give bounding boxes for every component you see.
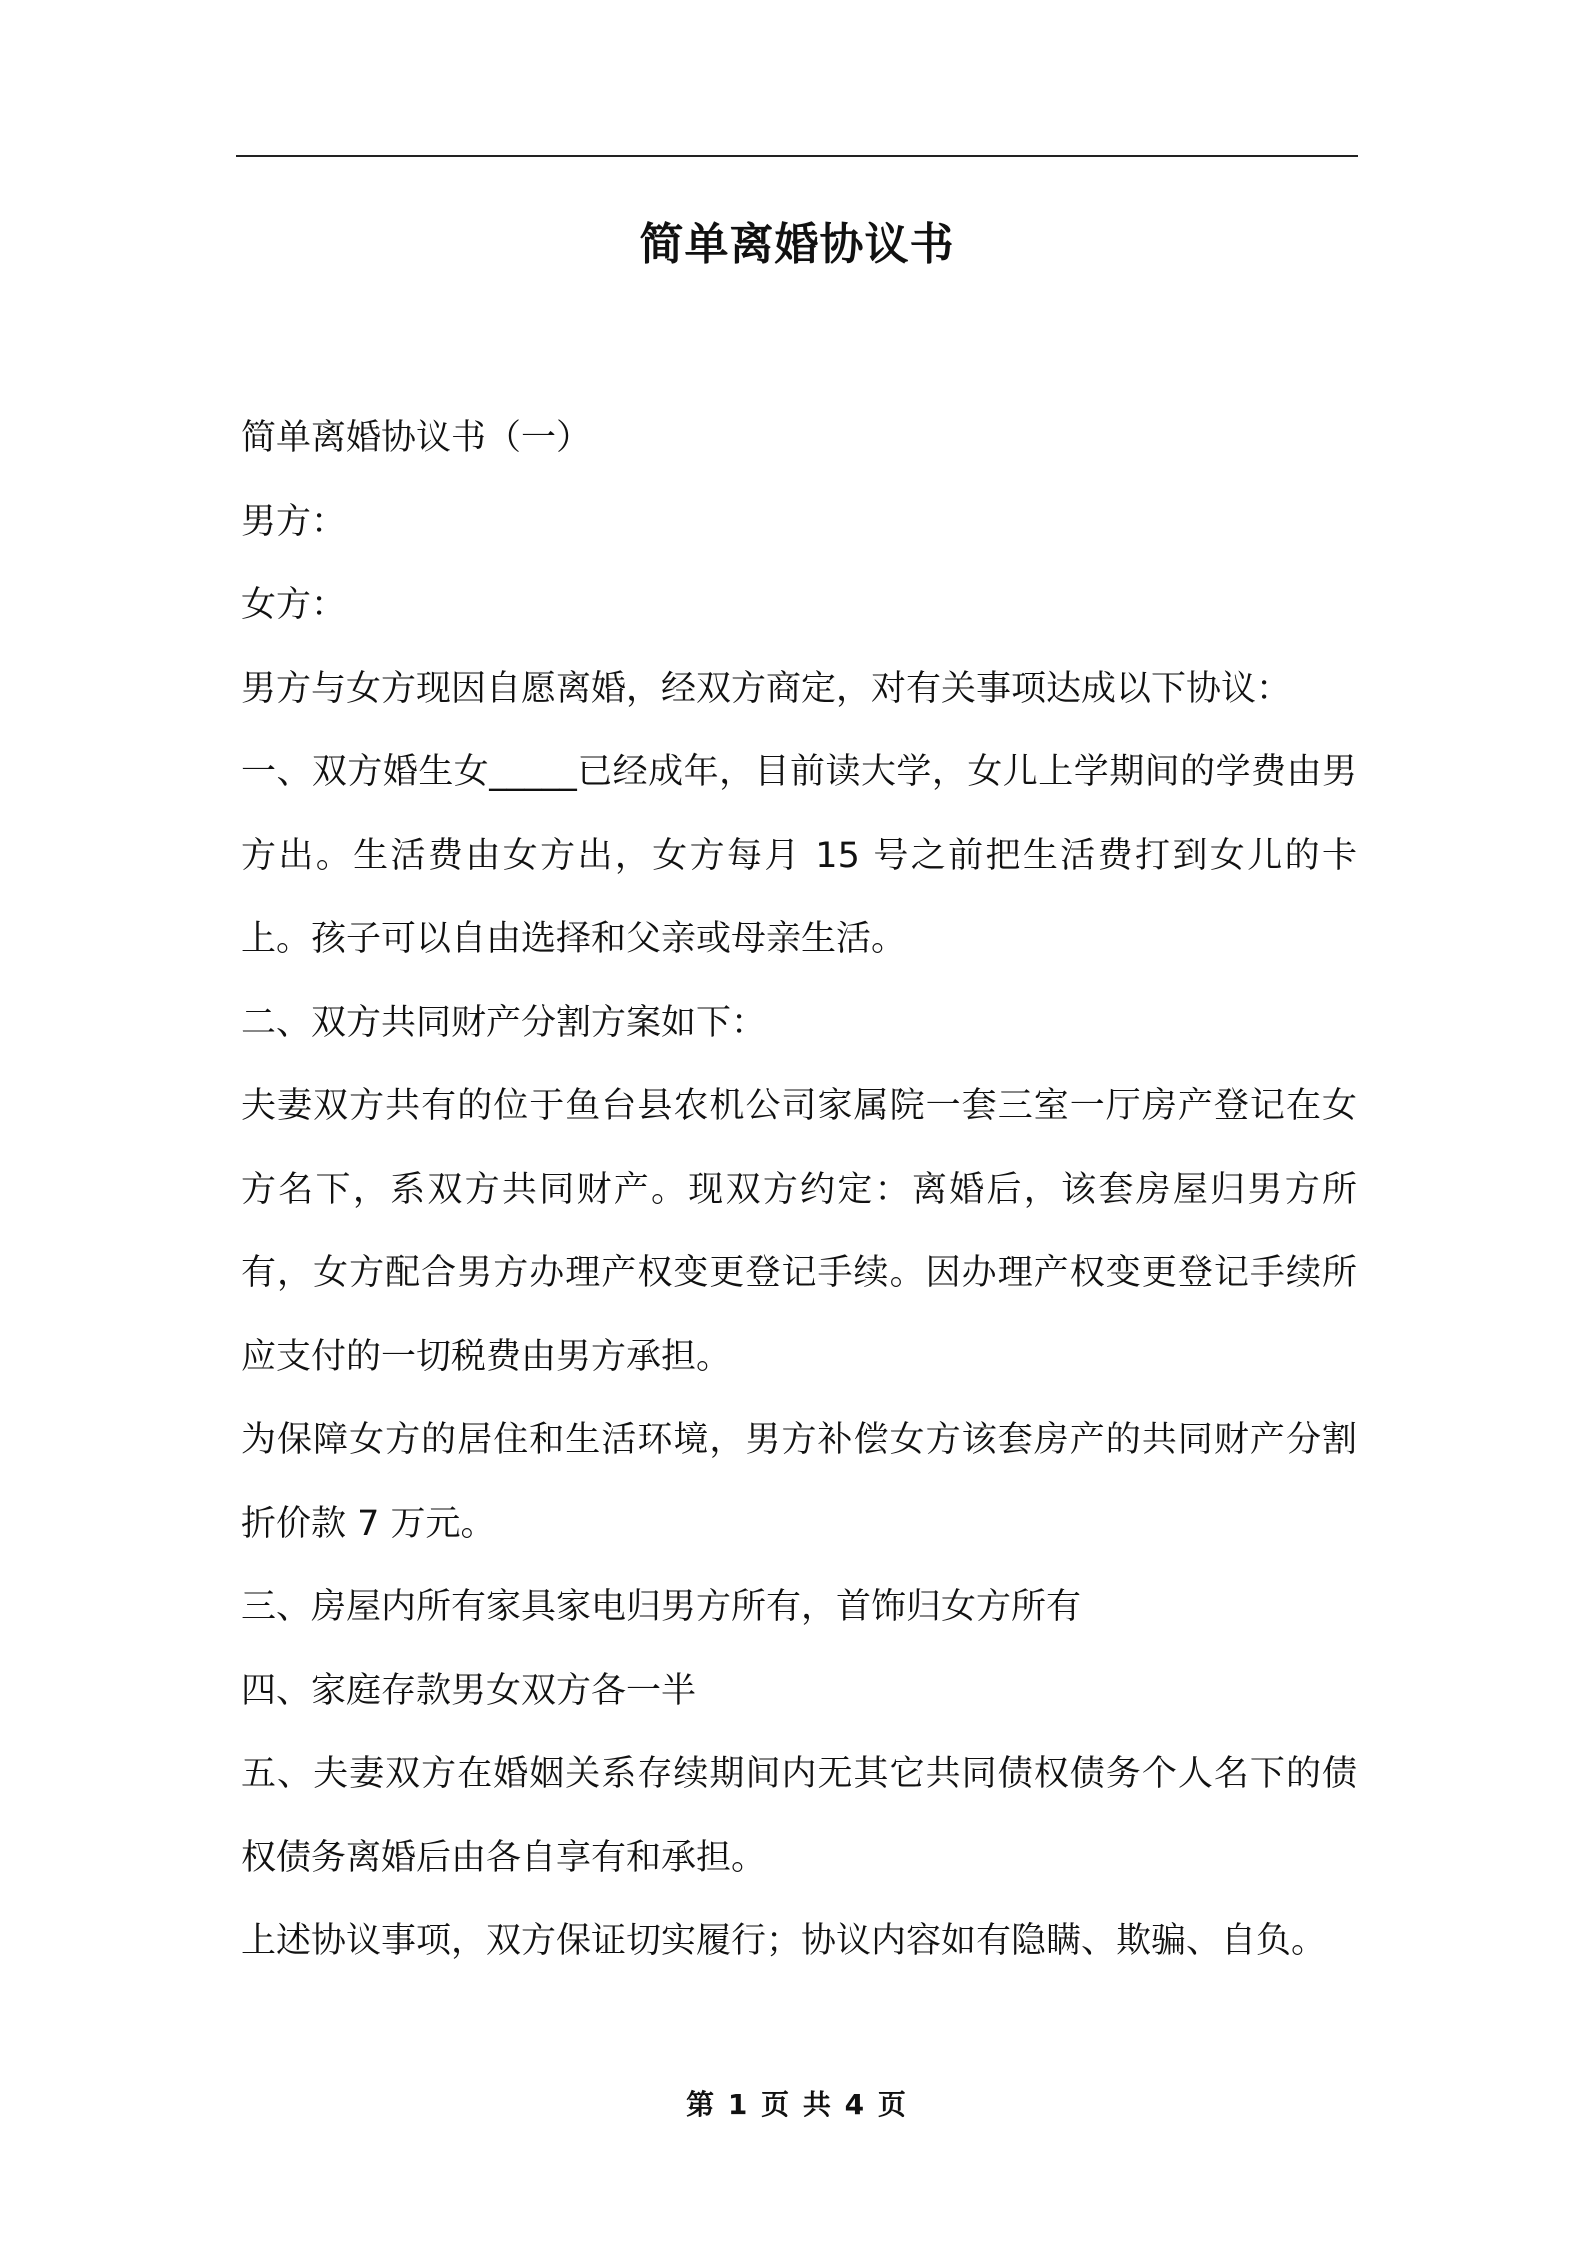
clause-2-compensation: 为保障女方的居住和生活环境，男方补偿女方该套房产的共同财产分割折价款 7 万元。 — [241, 1420, 1357, 1544]
header-rule — [236, 155, 1358, 157]
clause-5-debts: 五、夫妻双方在婚姻关系存续期间内无其它共同债权债务个人名下的债权债务离婚后由各自享有和承担。 — [241, 1754, 1357, 1878]
document-title: 简单离婚协议书 — [639, 219, 955, 270]
section-heading: 简单离婚协议书（一） — [241, 418, 592, 458]
clause-1-child: 一、双方婚生女_____已经成年，目前读大学，女儿上学期间的学费由男方出。生活费由女方出，女方每月 15 号之前把生活费打到女儿的卡上。孩子可以自由选择和父亲或母亲生活。 — [241, 752, 1357, 959]
clause-2-heading: 二、双方共同财产分割方案如下： — [241, 1002, 767, 1043]
party-male-line: 男方： — [241, 501, 347, 542]
clause-4-savings: 四、家庭存款男女双方各一半 — [241, 1670, 697, 1711]
page-number: 第 1 页 共 4 页 — [686, 2088, 908, 2121]
clause-2-house: 夫妻双方共有的位于鱼台县农机公司家属院一套三室一厅房产登记在女方名下，系双方共同财产。现双方约定：离婚后，该套房屋归男方所有，女方配合男方办理产权变更登记手续。因办理产权变更登记手续所应支付的一切税费由男方承担。 — [241, 1086, 1357, 1377]
document-body — [241, 397, 1357, 1984]
agreement-intro: 男方与女方现因自愿离婚，经双方商定，对有关事项达成以下协议： — [241, 668, 1292, 709]
clause-3-furniture: 三、房屋内所有家具家电归男方所有，首饰归女方所有 — [241, 1587, 1082, 1627]
closing-statement: 上述协议事项，双方保证切实履行；协议内容如有隐瞒、欺骗、自负。 — [241, 1921, 1327, 1961]
party-female-line: 女方： — [241, 585, 347, 625]
